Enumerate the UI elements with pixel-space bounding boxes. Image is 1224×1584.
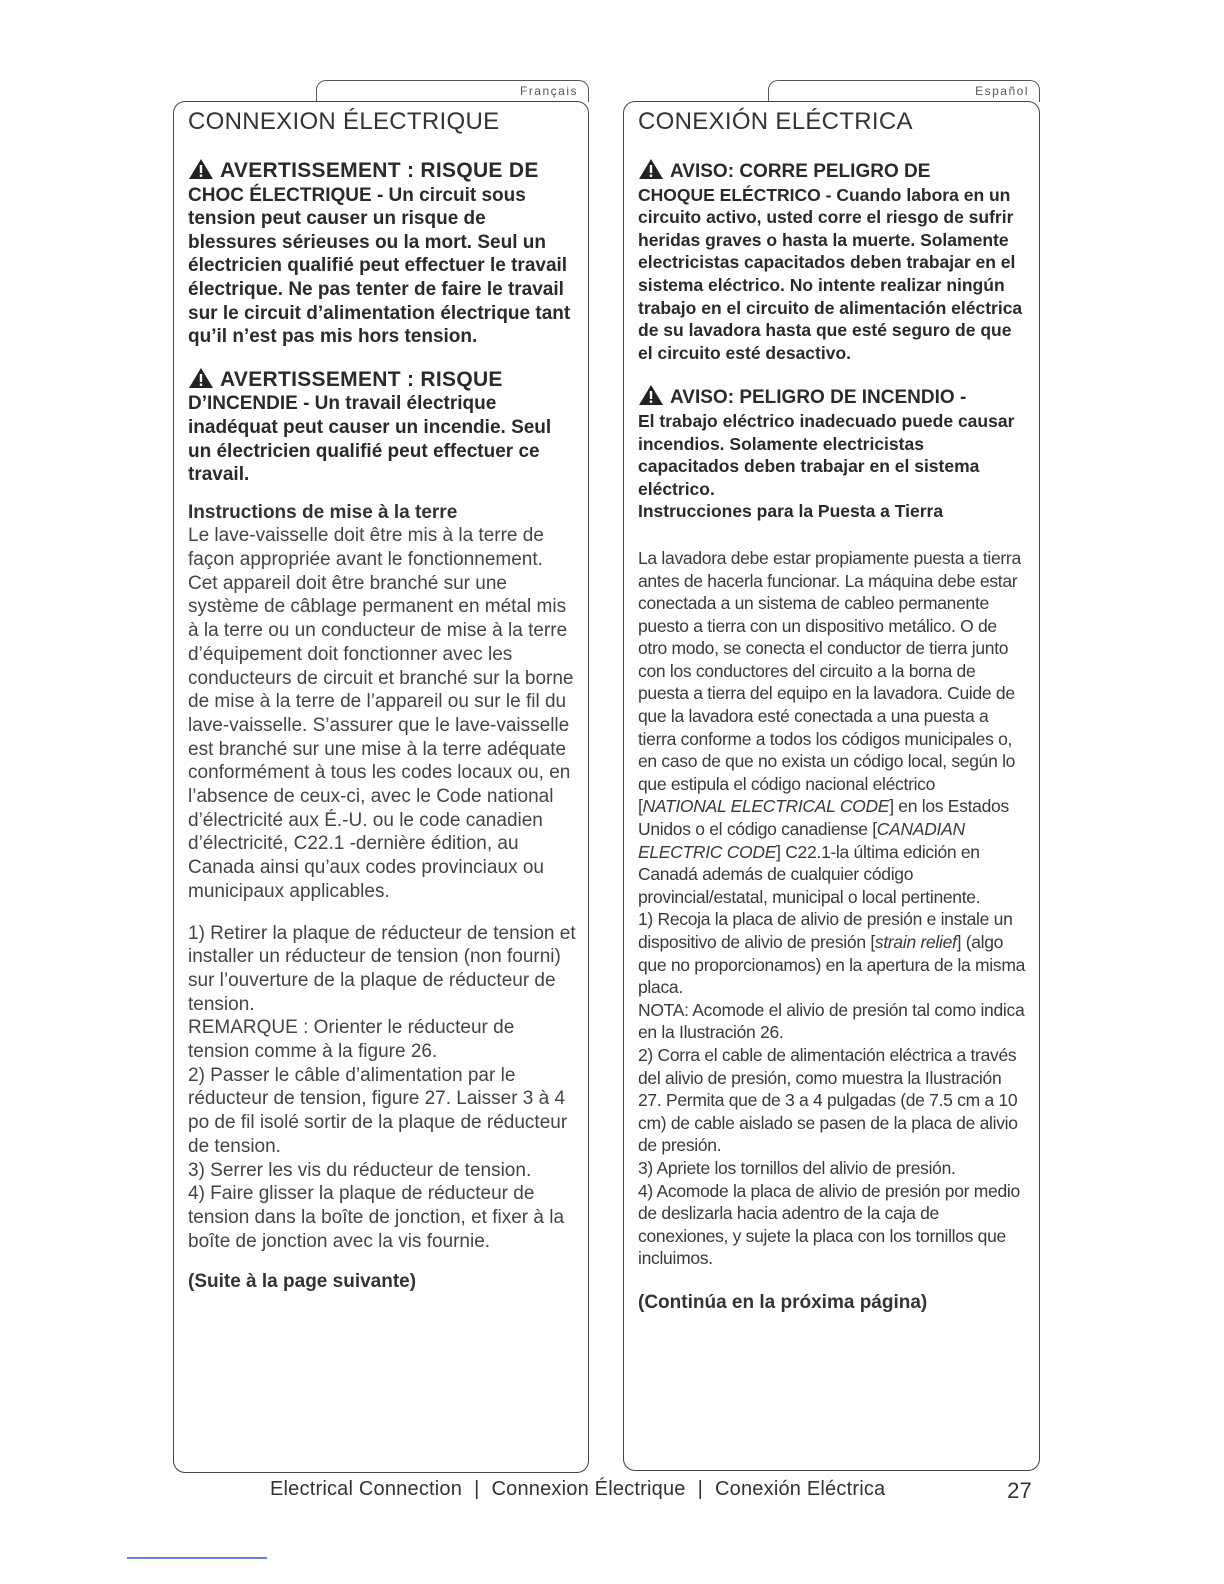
- language-tab-french: Français: [316, 80, 589, 102]
- bottom-rule: [127, 1557, 267, 1559]
- national-electrical-code: NATIONAL ELECTRICAL CODE: [642, 796, 890, 817]
- french-step: 1) Retirer la plaque de réducteur de tension et installer un réducteur de tension (non fourni) sur l’ouverture de la plaque de réducteur de tension.: [188, 922, 576, 1015]
- warning-icon: [188, 158, 214, 180]
- page-footer: [172, 1478, 1042, 1506]
- french-warning1-text: CHOC ÉLECTRIQUE - Un circuit sous tension peut causer un risque de blessures sérieuses ou la mort. Seul un électricien qualifié peut effectuer le travail électrique. Ne pas tenter de faire le travail sur le circuit d’alimentation électrique tant qu’il n’est pas mis hors tension.: [188, 184, 571, 348]
- footer-separator: |: [474, 1478, 480, 1500]
- strain-relief-term: strain relief: [874, 932, 957, 952]
- spanish-heading: CONEXIÓN ELÉCTRICA: [638, 108, 913, 135]
- spanish-fire-warning: [638, 384, 1027, 523]
- spanish-shock-warning: [638, 158, 1027, 364]
- spanish-grounding-text: [638, 547, 1027, 909]
- spanish-panel: [623, 101, 1040, 1471]
- french-warning2-lead: AVERTISSEMENT : RISQUE: [220, 367, 503, 391]
- spanish-step1-b: ] (algo que no proporcionamos) en la apertura de la misma placa.: [638, 932, 1026, 998]
- french-note: REMARQUE : Orienter le réducteur de tension comme à la figure 26.: [188, 1017, 515, 1063]
- warning-icon: [638, 384, 664, 406]
- spanish-grounding-text-b: ] en los Estados Unidos o el código canadiense [: [638, 796, 1009, 840]
- french-panel: [173, 101, 589, 1473]
- french-grounding-text: Le lave-vaisselle doit être mis à la terre de façon appropriée avant le fonctionnement. Cet appareil doit être branché sur une système de câblage permanent en métal mis à la terre ou un conducteur de mise à la terre d’équipement doit fonctionner avec les conducteurs de circuit et branché sur la borne de mise à la terre de l’appareil ou sur le fil du lave-vaisselle. S’assurer que le lave-vaisselle est branché sur une mise à la terre adéquate conformément à tous les codes locaux ou, en l’absence de ceux-ci, avec le Code national d’électricité aux É.-U. ou le code canadien d’électricité, C22.1 -dernière édition, au Canada ainsi qu’aux codes provinciaux ou municipaux applicables.: [188, 525, 574, 902]
- french-shock-warning: [188, 158, 576, 349]
- spanish-grounding-text-c: ] C22.1-la última edición en Canadá además de cualquier código provincial/estatal, municipal o local pertinente.: [638, 841, 981, 907]
- warning-icon: [188, 367, 214, 389]
- spanish-steps: [638, 908, 1027, 1270]
- footer-titles: [270, 1478, 885, 1501]
- french-fire-warning: [188, 367, 576, 487]
- french-step: 2) Passer le câble d’alimentation par le réducteur de tension, figure 27. Laisser 3 à 4 po de fil isolé sortir de la plaque de réducteur de tension.: [188, 1064, 568, 1157]
- spanish-warning2-lead: AVISO: PELIGRO DE INCENDIO -: [670, 387, 967, 409]
- french-continued: (Suite à la page suivante): [188, 1271, 417, 1293]
- page-number: 27: [1007, 1478, 1032, 1503]
- spanish-step: 4) Acomode la placa de alivio de presión por medio de deslizarla hacia adentro de la caja de conexiones, y sujete la placa con los tornillos que incluimos.: [638, 1180, 1020, 1269]
- french-step: 4) Faire glisser la plaque de réducteur de tension dans la boîte de jonction, et fixer à la boîte de jonction avec la vis fournie.: [188, 1183, 565, 1252]
- spanish-warning2-text: El trabajo eléctrico inadecuado puede causar incendios. Solamente electricistas capacitados deben trabajar en el sistema eléctrico.: [638, 410, 1015, 499]
- footer-french-title: Connexion Électrique: [491, 1478, 686, 1500]
- footer-separator: |: [697, 1478, 704, 1500]
- french-steps: [188, 922, 576, 1254]
- spanish-grounding-title: Instrucciones para la Puesta a Tierra: [638, 501, 944, 522]
- spanish-continued: (Continúa en la próxima página): [638, 1291, 928, 1313]
- french-warning2-text: D’INCENDIE - Un travail électrique inadéquat peut causer un incendie. Seul un électricien qualifié peut effectuer ce travail.: [188, 393, 552, 486]
- spanish-step: 3) Apriete los tornillos del alivio de presión.: [638, 1157, 956, 1178]
- french-step: 3) Serrer les vis du réducteur de tension.: [188, 1159, 532, 1181]
- language-tab-spanish: Español: [768, 80, 1040, 102]
- spanish-warning1-lead: AVISO: CORRE PELIGRO DE: [670, 161, 931, 182]
- canadian-electric-code: CANADIAN ELECTRIC CODE: [638, 819, 965, 862]
- french-grounding-title: Instructions de mise à la terre: [188, 501, 458, 523]
- french-warning1-lead: AVERTISSEMENT : RISQUE DE: [220, 159, 539, 182]
- french-heading: CONNEXION ÉLECTRIQUE: [188, 108, 500, 135]
- spanish-grounding-text-a: La lavadora debe estar propiamente puesta a tierra antes de hacerla funcionar. La máquina debe estar conectada a un sistema de cableo permanente puesto a tierra con un dispositivo metálico. O de otro modo, se conecta el conductor de tierra junto con los conductores del circuito a la borna de puesta a tierra del equipo en la lavadora. Cuide de que la lavadora esté conectada a una puesta a tierra conforme a todos los códigos municipales o, en caso de que no exista un código local, según lo que estipula el código nacional eléctrico [: [638, 547, 1021, 817]
- footer-english-title: Electrical Connection: [270, 1478, 463, 1500]
- footer-spanish-title: Conexión Eléctrica: [715, 1478, 886, 1500]
- spanish-note: NOTA: Acomode el alivio de presión tal como indica en la Ilustración 26.: [638, 999, 1025, 1043]
- spanish-step1-a: 1) Recoja la placa de alivio de presión e instale un dispositivo de alivio de presión [: [638, 909, 1013, 952]
- warning-icon: [638, 158, 664, 180]
- spanish-step: 2) Corra el cable de alimentación eléctrica a través del alivio de presión, como muestra la Ilustración 27. Permita que de 3 a 4 pulgadas (de 7.5 cm a 10 cm) de cable aislado se pasen de la placa de alivio de presión.: [638, 1044, 1018, 1156]
- spanish-step: [638, 908, 1027, 998]
- spanish-warning1-text: CHOQUE ELÉCTRICO - Cuando labora en un circuito activo, usted corre el riesgo de sufrir heridas graves o hasta la muerte. Solamente electricistas capacitados deben trabajar en el sistema eléctrico. No intente realizar ningún trabajo en el circuito de alimentación eléctrica de su lavadora hasta que esté seguro de que el circuito esté desactivo.: [638, 184, 1023, 363]
